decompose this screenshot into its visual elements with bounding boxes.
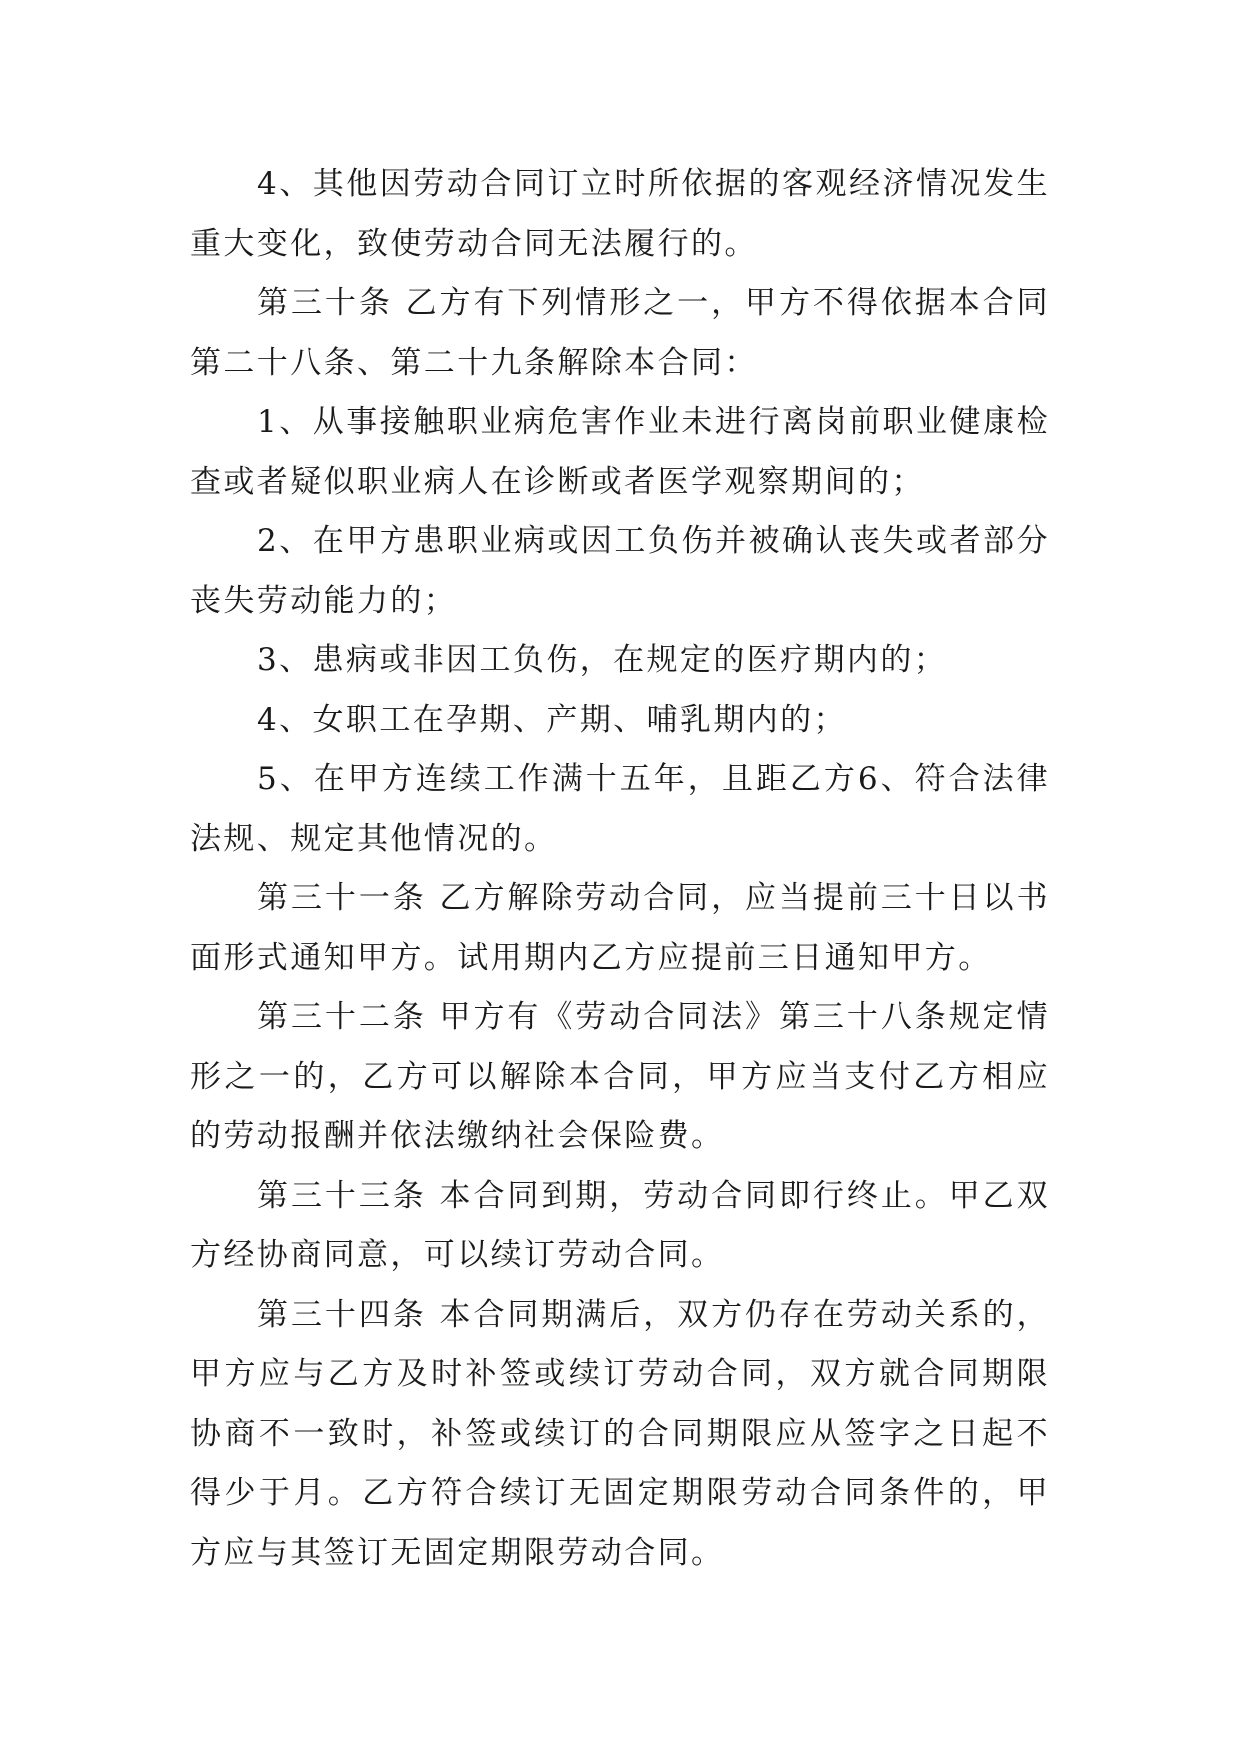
paragraph-article-33: 第三十三条 本合同到期，劳动合同即行终止。甲乙双方经协商同意，可以续订劳动合同。 <box>190 1177 1050 1273</box>
paragraph-article-30-item-2: 2、在甲方患职业病或因工负伤并被确认丧失或者部分丧失劳动能力的； <box>190 523 1050 619</box>
paragraph-article-30-item-5: 5、在甲方连续工作满十五年，且距乙方6、符合法律法规、规定其他情况的。 <box>190 761 1050 857</box>
paragraph-article-30-item-1: 1、从事接触职业病危害作业未进行离岗前职业健康检查或者疑似职业病人在诊断或者医学观察期间的； <box>190 404 1050 500</box>
paragraph-article-30: 第三十条 乙方有下列情形之一，甲方不得依据本合同第二十八条、第二十九条解除本合同： <box>190 285 1050 381</box>
paragraph-article-34: 第三十四条 本合同期满后，双方仍存在劳动关系的，甲方应与乙方及时补签或续订劳动合同，双方就合同期限协商不一致时，补签或续订的合同期限应从签字之日起不得少于月。乙方符合续订无固定期限劳动合同条件的，甲方应与其签订无固定期限劳动合同。 <box>190 1296 1050 1571</box>
paragraph-article-30-item-3: 3、患病或非因工负伤，在规定的医疗期内的； <box>257 642 948 678</box>
paragraph-article-32: 第三十二条 甲方有《劳动合同法》第三十八条规定情形之一的，乙方可以解除本合同，甲方应当支付乙方相应的劳动报酬并依法缴纳社会保险费。 <box>190 999 1050 1154</box>
paragraph-clause-29-item-4: 4、其他因劳动合同订立时所依据的客观经济情况发生重大变化，致使劳动合同无法履行的。 <box>190 166 1050 262</box>
document-body <box>190 155 1050 1583</box>
paragraph-article-31: 第三十一条 乙方解除劳动合同，应当提前三十日以书面形式通知甲方。试用期内乙方应提前三日通知甲方。 <box>190 880 1050 976</box>
paragraph-article-30-item-4: 4、女职工在孕期、产期、哺乳期内的； <box>257 701 847 738</box>
